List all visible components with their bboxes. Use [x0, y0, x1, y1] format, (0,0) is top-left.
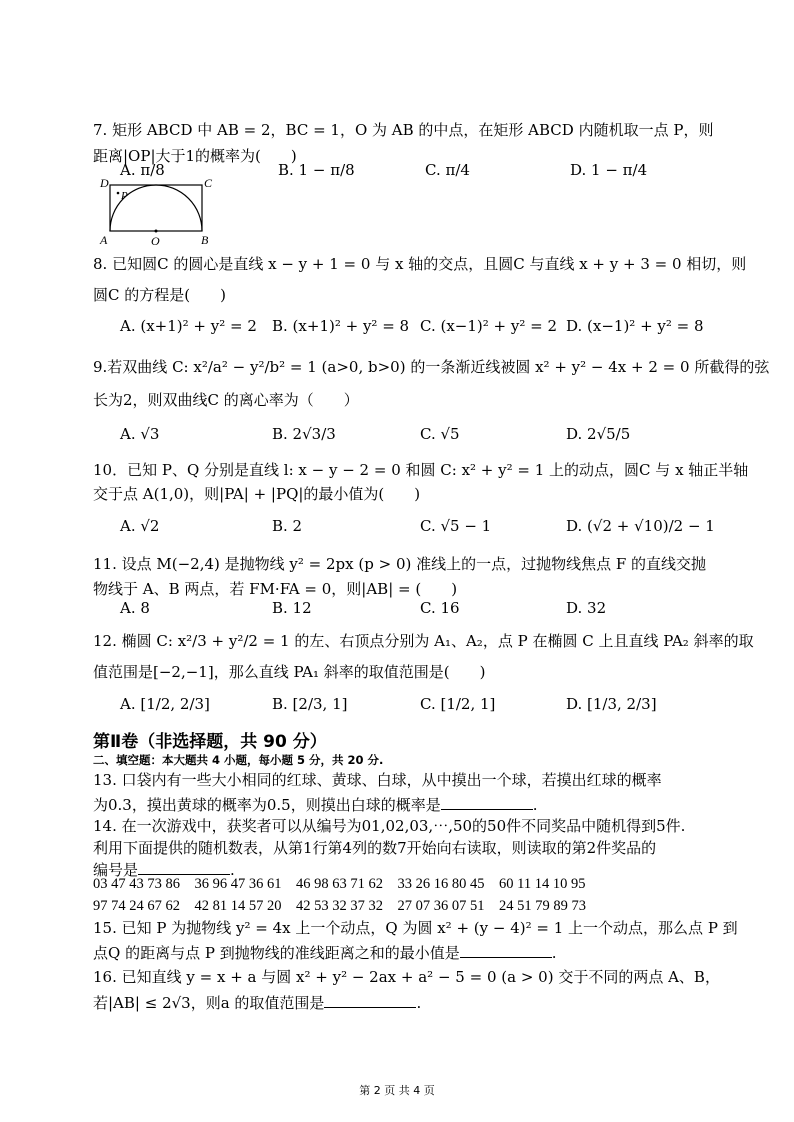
q12-option-b: B. [2/3, 1]: [272, 695, 348, 713]
q12-option-d: D. [1/3, 2/3]: [566, 695, 657, 713]
point-p: [117, 192, 120, 195]
q8-stem-line2: 圆C 的方程是( ): [93, 286, 226, 304]
label-c: C: [204, 176, 213, 190]
q7-option-c: C. π/4: [425, 161, 470, 179]
q9-stem-line2: 长为2，则双曲线C 的离心率为（ ）: [93, 391, 359, 409]
q9-option-d: D. 2√5/5: [566, 425, 631, 443]
q8-stem-line1: 8. 已知圆C 的圆心是直线 x − y + 1 = 0 与 x 轴的交点，且圆C 与直线 x + y + 3 = 0 相切，则: [93, 255, 747, 273]
label-o: O: [151, 234, 160, 247]
q14-tail: .: [230, 861, 235, 879]
random-table-row-2: 97 74 24 67 62 42 81 14 57 20 42 53 32 37 32 27 07 36 07 51 24 51 79 89 73: [93, 898, 586, 914]
q16-answer-blank[interactable]: [324, 991, 416, 1008]
label-a: A: [100, 233, 108, 247]
q12-stem-line2: 值范围是[−2,−1]，那么直线 PA₁ 斜率的取值范围是( ): [93, 663, 486, 681]
q10-option-b: B. 2: [272, 517, 303, 535]
q7-option-b: B. 1 − π/8: [278, 161, 355, 179]
q9-option-a: A. √3: [120, 425, 160, 443]
q9-stem-line1: 9.若双曲线 C: x²/a² − y²/b² = 1 (a>0, b>0) 的一条渐近线被圆 x² + y² − 4x + 2 = 0 所截得的弦: [93, 358, 770, 376]
q16-tail: .: [416, 994, 422, 1012]
page-footer: 第 2 页 共 4 页: [359, 1084, 435, 1097]
q13-answer-blank[interactable]: [441, 793, 533, 810]
q12-options: [120, 692, 720, 732]
q15-stem-text: 点Q 的距离与点 P 到抛物线的准线距离之和的最小值是: [93, 944, 460, 962]
q10-option-a: A. √2: [120, 517, 160, 535]
q13-stem-text: 为0.3，摸出黄球的概率为0.5，则摸出白球的概率是: [93, 796, 441, 814]
q8-option-c: C. (x−1)² + y² = 2: [420, 317, 558, 335]
point-o: [155, 230, 158, 233]
q14-stem-text: 编号是: [93, 861, 139, 879]
q14-stem-line1: 14. 在一次游戏中，获奖者可以从编号为01,02,03,⋯,50的50件不同奖品中随机得到5件.: [93, 817, 686, 835]
q7-option-d: D. 1 − π/4: [570, 161, 648, 179]
q11-option-c: C. 16: [420, 599, 460, 617]
q10-options: [120, 514, 720, 554]
q8-option-a: A. (x+1)² + y² = 2: [120, 317, 257, 335]
q16-stem-line2: [93, 989, 713, 1017]
q11-option-d: D. 32: [566, 599, 607, 617]
q13-tail: .: [532, 796, 538, 814]
fill-in-header: 二、填空题：本大题共 4 小题，每小题 5 分，共 20 分.: [93, 753, 384, 767]
q11-option-b: B. 12: [272, 599, 312, 617]
q7-stem-line1: 7. 矩形 ABCD 中 AB = 2，BC = 1，O 为 AB 的中点，在矩形 ABCD 内随机取一点 P，则: [93, 121, 714, 139]
q8-option-b: B. (x+1)² + y² = 8: [272, 317, 410, 335]
label-p: P: [121, 190, 128, 202]
q11-stem-line2: 物线于 A、B 两点，若 FM·FA = 0，则|AB| = ( ): [93, 580, 458, 598]
q11-stem-line1: 11. 设点 M(−2,4) 是抛物线 y² = 2px (p > 0) 准线上的一点，过抛物线焦点 F 的直线交抛: [93, 555, 707, 573]
q7-stem-line2: 距离|OP|大于1的概率为( ): [93, 147, 297, 165]
q16-stem-line1: 16. 已知直线 y = x + a 与圆 x² + y² − 2ax + a² − 5 = 0 (a > 0) 交于不同的两点 A、B，: [93, 968, 720, 986]
q7-option-a: A. π/8: [120, 161, 165, 179]
label-d: D: [100, 176, 109, 190]
q15-tail: .: [551, 944, 557, 962]
q12-option-a: A. [1/2, 2/3]: [120, 695, 210, 713]
q8-options: [120, 314, 720, 354]
q14-stem-line2: 利用下面提供的随机数表，从第1行第4列的数7开始向右读取，则读取的第2件奖品的: [93, 839, 657, 857]
q9-option-c: C. √5: [420, 425, 460, 443]
section-2-heading: 第Ⅱ卷（非选择题，共 90 分）: [93, 732, 327, 752]
q10-stem-line2: 交于点 A(1,0)，则|PA| + |PQ|的最小值为( ): [93, 485, 421, 503]
q9-option-b: B. 2√3/3: [272, 425, 336, 443]
q11-option-a: A. 8: [120, 599, 150, 617]
random-table-row-1: 03 47 43 73 86 36 96 47 36 61 46 98 63 71 62 33 26 16 80 45 60 11 14 10 95: [93, 876, 586, 892]
label-b: B: [201, 233, 209, 247]
q12-stem-line1: 12. 椭圆 C: x²/3 + y²/2 = 1 的左、右顶点分别为 A₁、A₂，点 P 在椭圆 C 上且直线 PA₂ 斜率的取: [93, 632, 754, 650]
q10-stem-line1: 10．已知 P、Q 分别是直线 l: x − y − 2 = 0 和圆 C: x² + y² = 1 上的动点，圆C 与 x 轴正半轴: [93, 461, 749, 479]
q10-option-c: C. √5 − 1: [420, 517, 492, 535]
q8-option-d: D. (x−1)² + y² = 8: [566, 317, 704, 335]
q15-answer-blank[interactable]: [460, 941, 552, 958]
q7-rectangle-semicircle-figure: [98, 175, 213, 247]
q15-stem-line1: 15. 已知 P 为抛物线 y² = 4x 上一个动点，Q 为圆 x² + (y − 4)² = 1 上一个动点，那么点 P 到: [93, 919, 738, 937]
q13-stem-line1: 13. 口袋内有一些大小相同的红球、黄球、白球，从中摸出一个球，若摸出红球的概率: [93, 771, 662, 789]
q12-option-c: C. [1/2, 1]: [420, 695, 496, 713]
q16-stem-text: 若|AB| ≤ 2√3，则a 的取值范围是: [93, 994, 325, 1012]
q10-option-d: D. (√2 + √10)/2 − 1: [566, 517, 715, 535]
